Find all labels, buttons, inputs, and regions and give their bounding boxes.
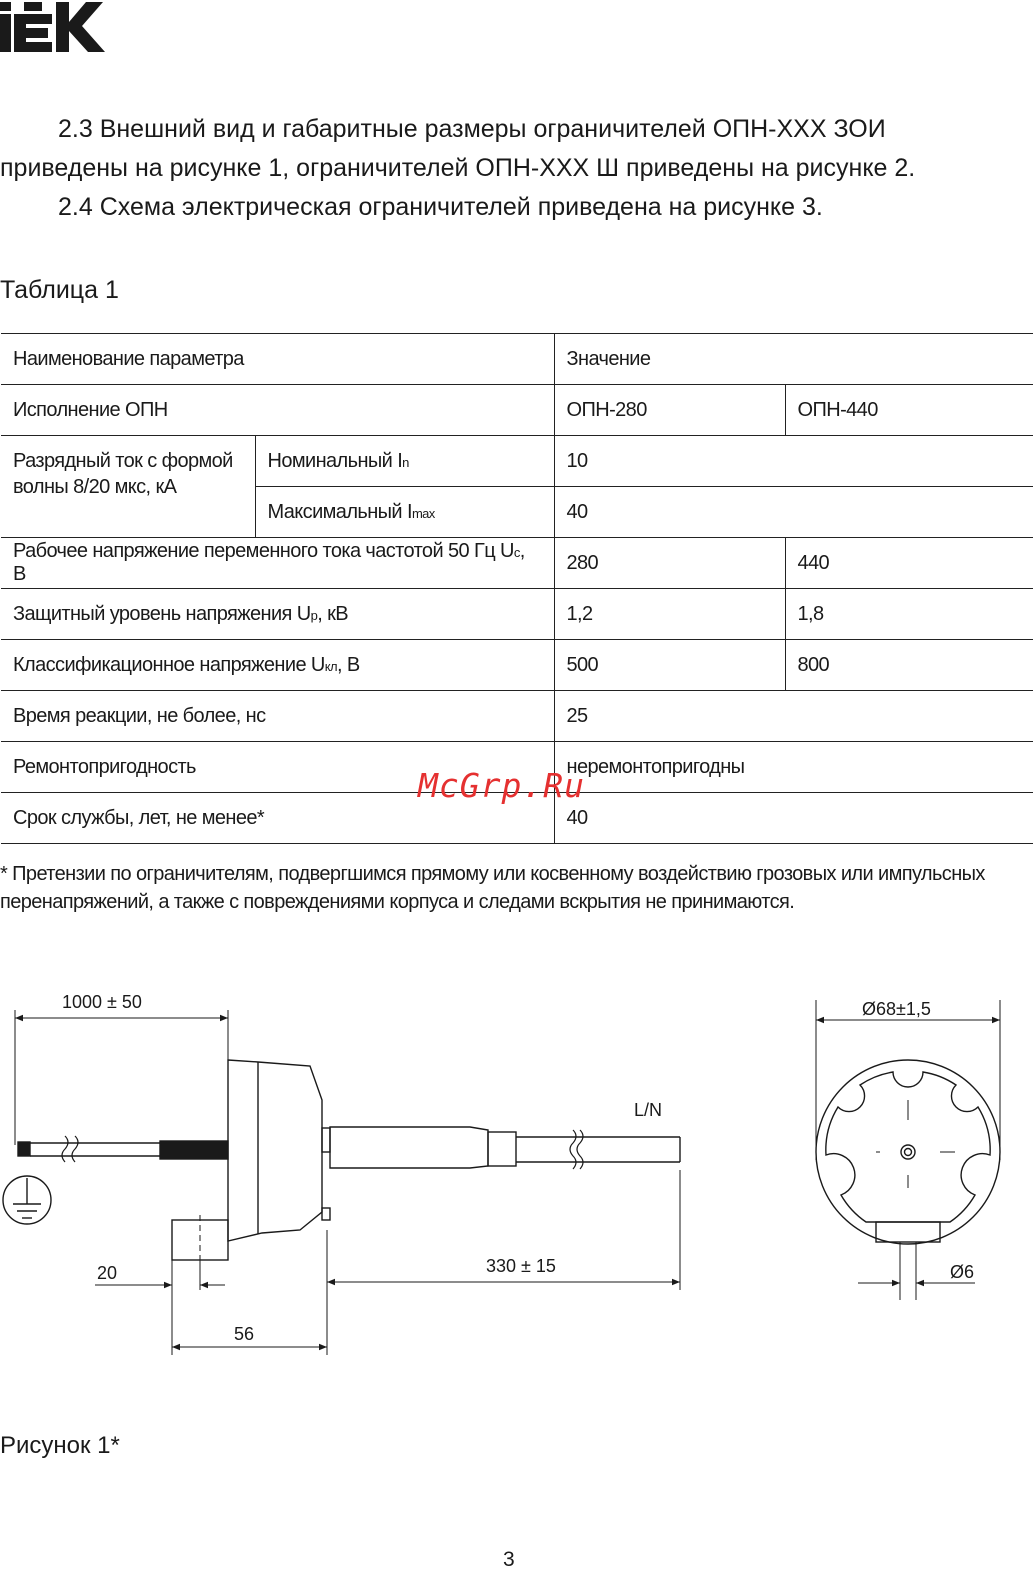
class-a: 500 [554,640,785,691]
dimension-drawing [0,960,1033,1380]
dim-diameter: Ø68±1,5 [862,999,931,1019]
protect-a: 1,2 [554,589,785,640]
label-ln: L/N [634,1100,663,1120]
dim-330: 330 ± 15 [486,1256,556,1276]
voltage-a: 280 [554,538,785,589]
life-value: 40 [554,793,1033,844]
nominal-value: 10 [554,436,1033,487]
life-label: Срок службы, лет, не менее* [1,793,554,844]
reaction-label: Время реакции, не более, нс [1,691,554,742]
version-b: ОПН-440 [785,385,1033,436]
protect-label: Защитный уровень напряжения Up, кВ [1,589,554,640]
table-row [1,640,1033,691]
side-view [3,1010,680,1355]
iek-logo [0,0,118,56]
protect-b: 1,8 [785,589,1033,640]
voltage-b: 440 [785,538,1033,589]
dim-56: 56 [234,1324,255,1344]
max-value: 40 [554,487,1033,538]
version-label: Исполнение ОПН [1,385,554,436]
version-a: ОПН-280 [554,385,785,436]
param-header: Наименование параметра [1,334,554,385]
max-label: Максимальный Imax [255,487,554,538]
dim-hole: Ø6 [950,1262,975,1282]
intro-text [0,110,1030,227]
table-caption: Таблица 1 [0,276,119,304]
dim-cable-length: 1000 ± 50 [62,992,142,1012]
paragraph-2-4: 2.4 Схема электрическая ограничителей приведена на рисунке 3. [58,193,823,221]
figure-caption: Рисунок 1* [0,1432,120,1459]
value-header: Значение [554,334,1033,385]
repair-value: неремонтопригодны [554,742,1033,793]
reaction-value: 25 [554,691,1033,742]
page-number: 3 [503,1548,515,1571]
paragraph-2-3-cont: приведены на рисунке 1, ограничителей ОПН-XXX Ш приведены на рисунке 2. [0,154,916,182]
table-row [1,385,1033,436]
repair-label: Ремонтопригодность [1,742,554,793]
table-row [1,334,1033,385]
voltage-label: Рабочее напряжение переменного тока частотой 50 Гц Uc, В [1,538,554,589]
discharge-label: Разрядный ток с формой волны 8/20 мкс, кА [1,436,255,538]
class-label: Классификационное напряжение Uкл, В [1,640,554,691]
footnote: * Претензии по ограничителям, подвергшимся прямому или косвенному воздействию грозовых или импульсных перенапряжений, а также с повреждениями корпуса и следами вскрытия не принимаются. [0,863,985,913]
table-row [1,538,1033,589]
watermark: McGrp.Ru [418,766,585,805]
dim-20: 20 [97,1263,118,1283]
front-view [816,1000,1000,1300]
nominal-label: Номинальный In [255,436,554,487]
table-row [1,691,1033,742]
table-row [1,436,1033,487]
paragraph-2-3: 2.3 Внешний вид и габаритные размеры ограничителей ОПН-XXX ЗОИ [58,115,886,143]
class-b: 800 [785,640,1033,691]
table-row [1,589,1033,640]
